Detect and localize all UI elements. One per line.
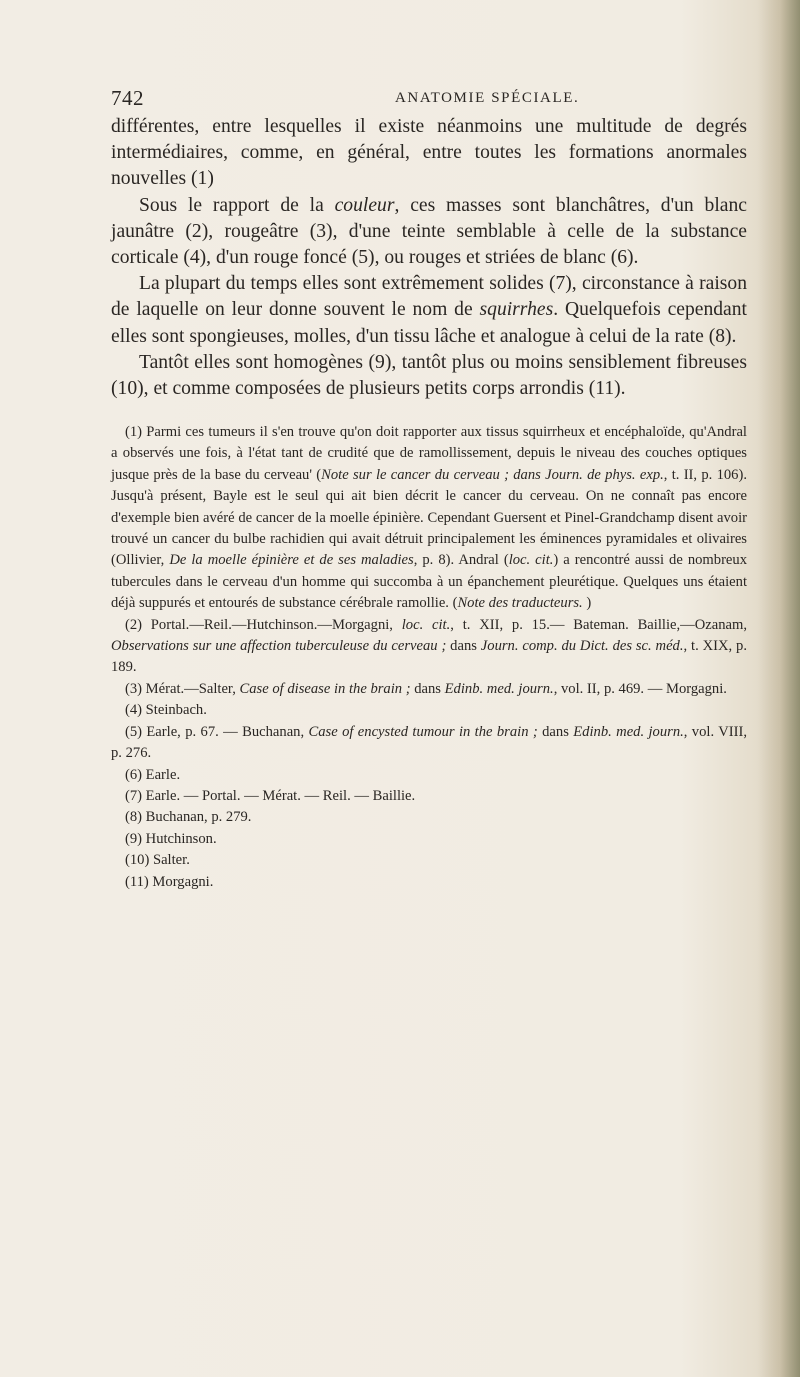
footnote-5: (5) Earle, p. 67. — Buchanan, Case of encysted tumour in the brain ; dans Edinb. med. journ., vol. VIII, p. 276. (111, 723, 747, 762)
footnote-11: (11) Morgagni. (125, 873, 214, 890)
paragraph-1: différentes, entre lesquelles il existe néanmoins une multitude de degrés intermédiaires, comme, en général, entre toutes les formations anormales nouvelles (1) (111, 116, 747, 190)
paragraph-4: Tantôt elles sont homogènes (9), tantôt plus ou moins sensiblement fibreuses (10), et comme composées de plusieurs petits corps arrondis (11). (111, 351, 747, 400)
footnote-9: (9) Hutchinson. (125, 830, 217, 847)
footnote-2: (2) Portal.—Reil.—Hutchinson.—Morgagni, loc. cit., t. XII, p. 15.— Bateman. Baillie,—Ozanam, Observations sur une affection tuberculeuse du cerveau ; dans Journ. comp. du Dict. des sc. méd., t. XIX, p. 189. (111, 616, 747, 676)
footnote-6: (6) Earle. (125, 766, 181, 783)
page-number: 742 (111, 86, 144, 110)
footnote-10: (10) Salter. (125, 852, 190, 869)
page-edge-shadow (756, 0, 800, 1377)
paragraph-3: La plupart du temps elles sont extrêmement solides (7), circonstance à raison de laquelle on leur donne souvent le nom de squirrhes. Quelquefois cependant elles sont spongieuses, molles, d'un tissu lâche et analogue à celui de la rate (8). (111, 273, 747, 347)
footnote-3: (3) Mérat.—Salter, Case of disease in the brain ; dans Edinb. med. journ., vol. II, p. 469. — Morgagni. (125, 680, 727, 697)
footnote-4: (4) Steinbach. (125, 702, 207, 719)
page-header (111, 86, 751, 112)
footnote-8: (8) Buchanan, p. 279. (125, 809, 252, 826)
footnote-1: (1) Parmi ces tumeurs il s'en trouve qu'on doit rapporter aux tissus squirrheux et encéphaloïde, qu'Andral a observés une fois, à l'état tant de crudité que de ramollissement, depuis le niveau des couches optiques jusque près de la base du cerveau' (Note sur le cancer du cerveau ; dans Journ. de phys. exp., t. II, p. 106). Jusqu'à présent, Bayle est le seul qui ait bien décrit le cancer du cerveau. On ne connaît pas encore d'exemple bien avéré de cancer de la moelle épinière. Cependant Guersent et Pinel-Grandchamp disent avoir trouvé un cancer du bulbe rachidien qui avait détruit principalement les éminences pyramidales et olivaires (Ollivier, De la moelle épinière et de ses maladies, p. 8). Andral (loc. cit.) a rencontré aussi de nombreux tubercules dans le cerveau d'un homme qui succomba à un épanchement pleurétique. Quelques uns étaient déjà suppurés et entourés de substance cérébrale ramollie. (Note des traducteurs. ) (111, 424, 747, 612)
footnote-7: (7) Earle. — Portal. — Mérat. — Reil. — Baillie. (125, 787, 416, 804)
main-text (111, 114, 747, 402)
running-head: ANATOMIE SPÉCIALE. (395, 90, 580, 106)
paragraph-2: Sous le rapport de la couleur, ces masses sont blanchâtres, d'un blanc jaunâtre (2), rougeâtre (3), d'une teinte semblable à celle de la substance corticale (4), d'un rouge foncé (5), ou rouges et striées de blanc (6). (111, 194, 747, 269)
footnotes (111, 422, 747, 893)
